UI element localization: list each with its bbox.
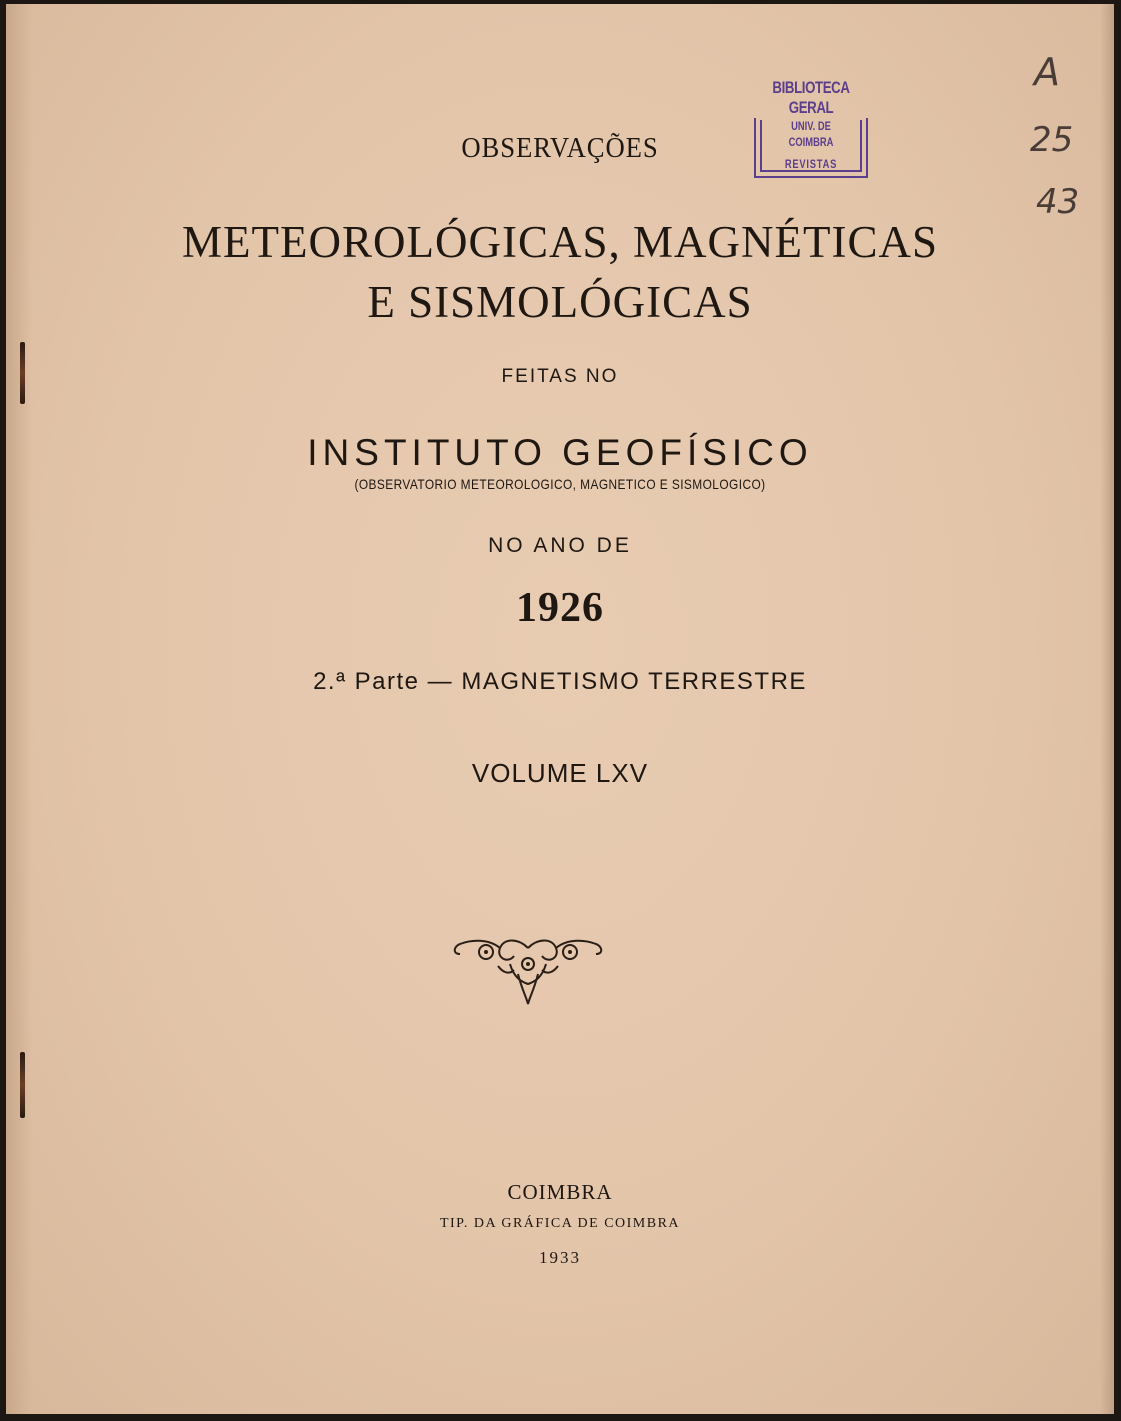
shelfmark-line-2: 25 [1030, 120, 1074, 160]
staple-bottom [20, 1052, 25, 1118]
stamp-line-1: BIBLIOTECA GERAL [772, 78, 850, 117]
imprint-city: COIMBRA [507, 1180, 613, 1204]
title-line-2: METEOROLÓGICAS, MAGNÉTICAS [182, 217, 938, 267]
ornament-icon [448, 934, 608, 1012]
edition-year: 1926 [516, 585, 604, 631]
imprint-year: 1933 [539, 1248, 581, 1267]
feitas-no: FEITAS NO [501, 366, 619, 387]
stamp-line-3: REVISTAS [784, 157, 838, 171]
document-page [6, 4, 1114, 1414]
institute-name: INSTITUTO GEOFÍSICO [307, 432, 813, 473]
institute-subtitle: (OBSERVATORIO METEOROLOGICO, MAGNETICO E SISMOLOGICO) [354, 476, 766, 492]
shelfmark-line-3: 43 [1036, 182, 1080, 222]
title-line-3: E SISMOLÓGICAS [367, 277, 753, 327]
stamp-line-2: UNIV. DE COIMBRA [788, 119, 834, 149]
shelfmark-line-1: A [1034, 50, 1060, 94]
title-line-1: OBSERVAÇÕES [461, 132, 659, 164]
part-title: 2.ª Parte — MAGNETISMO TERRESTRE [313, 668, 807, 695]
no-ano-de: NO ANO DE [488, 534, 632, 557]
volume-number: VOLUME LXV [471, 758, 649, 788]
imprint-printer: TIP. DA GRÁFICA DE COIMBRA [439, 1216, 681, 1231]
